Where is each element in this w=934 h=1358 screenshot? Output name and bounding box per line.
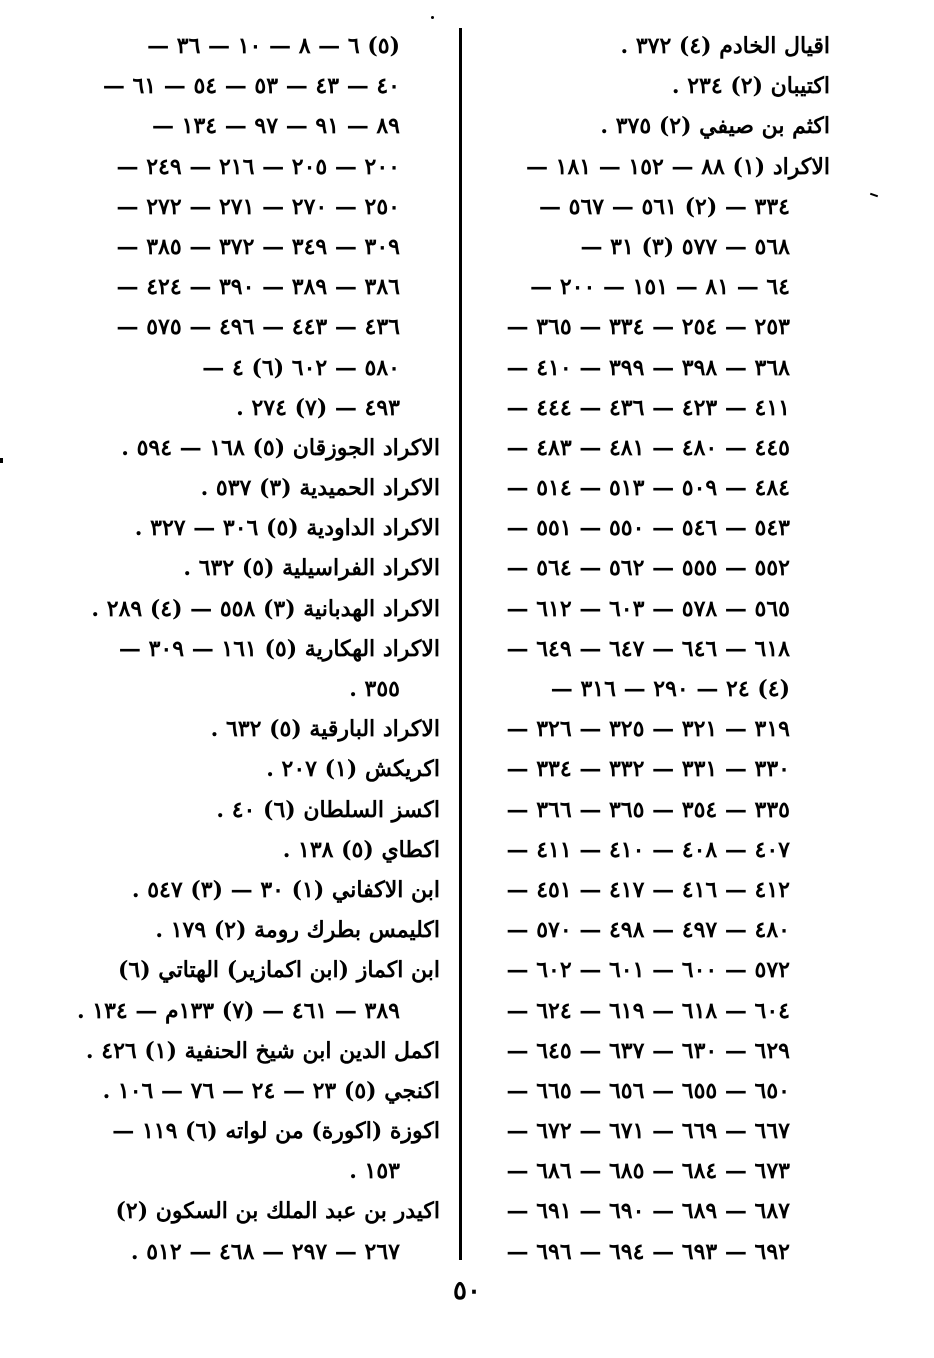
- index-continuation: ٦٨٧ — ٦٨٩ — ٦٩٠ — ٦٩١ —: [506, 1198, 790, 1225]
- index-continuation: ٦٦٧ — ٦٦٩ — ٦٧١ — ٦٧٢ —: [506, 1118, 790, 1145]
- index-continuation: ٦٩٢ — ٦٩٣ — ٦٩٤ — ٦٩٦ —: [506, 1238, 790, 1265]
- index-entry: اكمل الدين ابن شيخ الحنفية (١) ٤٢٦ .: [85, 1037, 440, 1064]
- index-entry: اكليمس بطرك رومة (٢) ١٧٩ .: [155, 917, 440, 944]
- index-entry: الاكراد الجوزقان (٥) ١٦٨ — ٥٩٤ .: [121, 434, 440, 461]
- index-continuation: ٢٥٣ — ٢٥٤ — ٣٣٤ — ٣٦٥ —: [506, 314, 790, 341]
- index-continuation: ٦٠٤ — ٦١٨ — ٦١٩ — ٦٢٤ —: [506, 997, 790, 1024]
- index-continuation: ٥٤٣ — ٥٤٦ — ٥٥٠ — ٥٥١ —: [506, 515, 790, 542]
- index-entry: ابن الاكفاني (١) ٣٠ — (٣) ٥٤٧ .: [131, 876, 440, 903]
- index-continuation: (٤) ٢٤ — ٢٩٠ — ٣١٦ —: [550, 676, 790, 702]
- index-continuation: ٦٥٠ — ٦٥٥ — ٦٥٦ — ٦٦٥ —: [506, 1077, 790, 1104]
- index-entry: اكطاي (٥) ١٣٨ .: [282, 836, 440, 863]
- index-entry: اكتيبان (٢) ٢٣٤ .: [671, 73, 830, 100]
- index-continuation: ٣٣٥ — ٣٥٤ — ٣٦٥ — ٣٦٦ —: [506, 796, 790, 823]
- index-continuation: ٦٧٣ — ٦٨٤ — ٦٨٥ — ٦٨٦ —: [506, 1158, 790, 1185]
- index-continuation: ٤٠ — ٤٣ — ٥٣ — ٥٤ — ٦١ —: [102, 73, 400, 100]
- index-continuation: ٤١٢ — ٤١٦ — ٤١٧ — ٤٥١ —: [506, 876, 790, 903]
- index-continuation: ٣٦٨ — ٣٩٨ — ٣٩٩ — ٤١٠ —: [506, 354, 790, 381]
- index-continuation: ٣٨٦ — ٣٨٩ — ٣٩٠ — ٤٢٤ —: [116, 274, 400, 301]
- index-continuation: ٥٦٨ — ٥٧٧ (٣) ٣١ —: [580, 233, 790, 260]
- index-entry: اكسز السلطان (٦) ٤٠ .: [216, 796, 440, 823]
- index-entry: الاكراد (١) ٨٨ — ١٥٢ — ١٨١ —: [525, 153, 830, 180]
- index-continuation: ٣٠٩ — ٣٤٩ — ٣٧٢ — ٣٨٥ —: [116, 233, 400, 260]
- index-continuation: ٥٨٠ — ٦٠٢ (٦) ٤ —: [202, 354, 400, 381]
- index-column-right: [478, 26, 830, 1272]
- index-continuation: ٦٢٩ — ٦٣٠ — ٦٣٧ — ٦٤٥ —: [506, 1037, 790, 1064]
- index-entry: الاكراد الفراسيلية (٥) ٦٣٢ .: [183, 555, 440, 582]
- index-continuation: ٢٥٠ — ٢٧٠ — ٢٧١ — ٢٧٢ —: [116, 193, 400, 220]
- index-continuation: ٤٨٠ — ٤٩٧ — ٤٩٨ — ٥٧٠ —: [506, 917, 790, 944]
- index-continuation: ٥٦٥ — ٥٧٨ — ٦٠٣ — ٦١٢ —: [506, 595, 790, 622]
- index-entry: الاكراد البارقية (٥) ٦٣٢ .: [210, 716, 440, 743]
- index-continuation: ٢٠٠ — ٢٠٥ — ٢١٦ — ٢٤٩ —: [116, 153, 400, 180]
- index-continuation: ٨٩ — ٩١ — ٩٧ — ١٣٤ —: [151, 113, 400, 140]
- index-entry: الاكراد الهدبانية (٣) ٥٥٨ — (٤) ٢٨٩ .: [91, 595, 440, 622]
- index-continuation: ٣٣٤ — (٢) ٥٦١ — ٥٦٧ —: [539, 193, 790, 220]
- margin-mark: [870, 193, 878, 198]
- index-continuation: ٥٥٢ — ٥٥٥ — ٥٦٢ — ٥٦٤ —: [506, 555, 790, 582]
- index-continuation: ٤٣٦ — ٤٤٣ — ٤٩٦ — ٥٧٥ —: [116, 314, 400, 341]
- ink-speck: [431, 16, 434, 19]
- index-entry: الاكراد الهكارية (٥) ١٦١ — ٣٠٩ —: [118, 635, 440, 662]
- index-continuation: ٤٠٧ — ٤٠٨ — ٤١٠ — ٤١١ —: [506, 836, 790, 863]
- index-entry: اكثم بن صيفي (٢) ٣٧٥ .: [600, 113, 830, 140]
- index-entry: اكيدر بن عبد الملك بن السكون (٢): [115, 1198, 440, 1225]
- page-number: ٥٠: [453, 1276, 481, 1306]
- index-entry: الاكراد الداودية (٥) ٣٠٦ — ٣٢٧ .: [134, 515, 440, 542]
- index-continuation: ٤٨٤ — ٥٠٩ — ٥١٣ — ٥١٤ —: [506, 475, 790, 502]
- index-continuation: (٥) ٦ — ٨ — ١٠ — ٣٦ —: [147, 33, 400, 59]
- index-entry: اقيال الخادم (٤) ٣٧٢ .: [620, 33, 830, 59]
- index-continuation: ١٥٣ .: [349, 1158, 400, 1185]
- index-continuation: ٢٦٧ — ٢٩٧ — ٤٦٨ — ٥١٢ .: [130, 1238, 400, 1265]
- index-continuation: ٣١٩ — ٣٢١ — ٣٢٥ — ٣٢٦ —: [506, 716, 790, 743]
- index-continuation: ٣٥٥ .: [349, 676, 400, 702]
- index-continuation: ٤٩٣ — (٧) ٢٧٤ .: [236, 394, 400, 421]
- index-column-left: [76, 26, 440, 1272]
- index-entry: اكريكش (١) ٢٠٧ .: [266, 756, 440, 783]
- index-entry: الاكراد الحميدية (٣) ٥٣٧ .: [200, 475, 440, 502]
- index-entry: اكنجي (٥) ٢٣ — ٢٤ — ٧٦ — ١٠٦ .: [102, 1077, 440, 1104]
- index-continuation: ٤١١ — ٤٢٣ — ٤٣٦ — ٤٤٤ —: [506, 394, 790, 421]
- margin-mark-left: [0, 458, 3, 463]
- column-divider: [459, 28, 462, 1260]
- index-continuation: ٣٨٩ — ٤٦١ — (٧) ١٣٣م — ١٣٤ .: [76, 997, 400, 1024]
- index-continuation: ٥٧٢ — ٦٠٠ — ٦٠١ — ٦٠٢ —: [506, 957, 790, 984]
- index-entry: ابن اكماز (ابن اكمازير) الهتاتي (٦): [117, 957, 440, 984]
- index-entry: اكوزة (اكورة) من لواته (٦) ١١٩ —: [112, 1118, 440, 1145]
- index-continuation: ٦١٨ — ٦٤٦ — ٦٤٧ — ٦٤٩ —: [506, 635, 790, 662]
- index-continuation: ٦٤ — ٨١ — ١٥١ — ٢٠٠ —: [530, 274, 790, 301]
- index-continuation: ٣٣٠ — ٣٣١ — ٣٣٢ — ٣٣٤ —: [506, 756, 790, 783]
- index-continuation: ٤٤٥ — ٤٨٠ — ٤٨١ — ٤٨٣ —: [506, 434, 790, 461]
